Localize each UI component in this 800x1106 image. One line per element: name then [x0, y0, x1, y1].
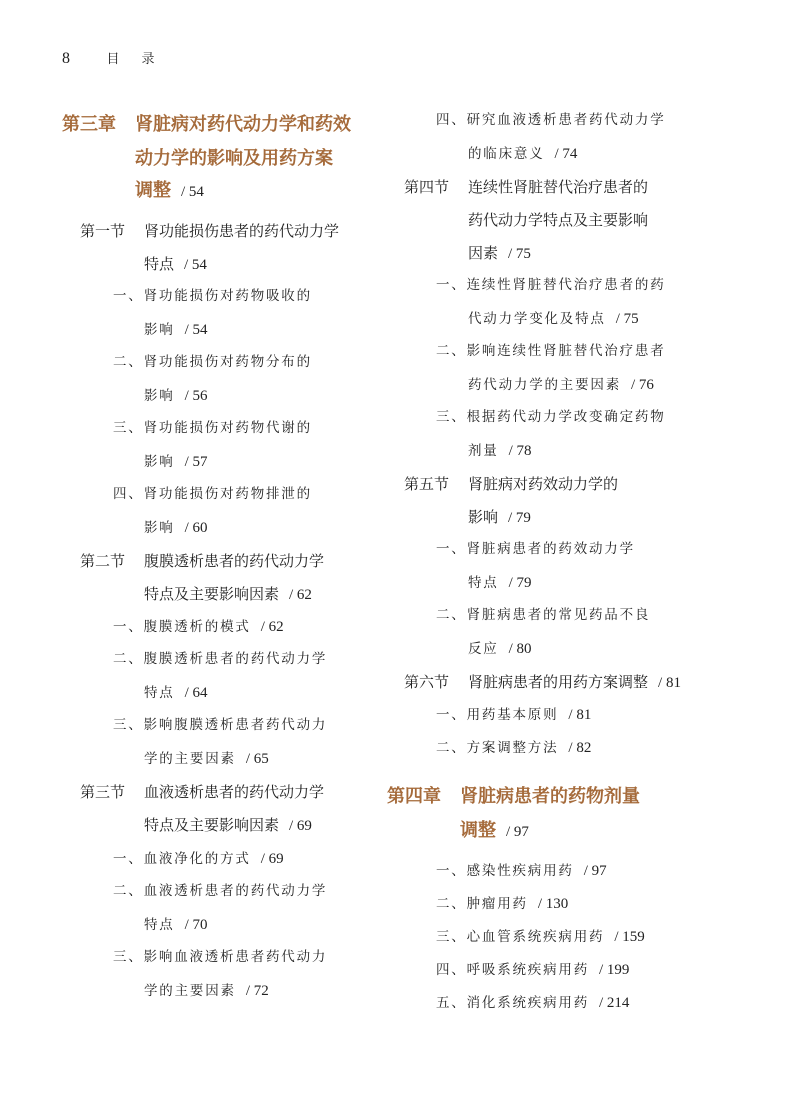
- page-reference: / 79: [508, 510, 531, 526]
- entry-text: 五、消化系统疾病用药: [436, 995, 589, 1011]
- entry-text: 肾脏病对药效动力学的: [468, 475, 619, 493]
- toc-item: [113, 951, 327, 965]
- toc-item-continued: [468, 642, 532, 657]
- page-reference: / 82: [568, 740, 592, 756]
- chapter-heading-continued: [460, 822, 529, 840]
- toc-item: [436, 411, 666, 425]
- chapter-number: 第四章: [387, 786, 441, 807]
- toc-item: [436, 609, 650, 623]
- page-reference: / 199: [599, 962, 630, 978]
- section-heading: [80, 785, 324, 800]
- page-reference: / 54: [184, 322, 208, 338]
- page-reference: / 69: [289, 818, 312, 834]
- section-heading-continued: [468, 246, 531, 262]
- entry-text: 二、腹膜透析患者的药代动力学: [113, 651, 328, 667]
- entry-text: 特点: [144, 685, 175, 701]
- entry-text: 二、肾脏病患者的常见药品不良: [436, 607, 651, 623]
- entry-text: 一、感染性疾病用药: [436, 863, 574, 879]
- entry-text: 三、影响腹膜透析患者药代动力: [113, 717, 328, 733]
- toc-item: [113, 488, 312, 502]
- section-number: 第五节: [404, 475, 450, 493]
- page-reference: / 97: [583, 863, 607, 879]
- chapter-heading: [62, 116, 351, 134]
- entry-text: 调整: [135, 180, 171, 201]
- section-number: 第四节: [404, 178, 450, 196]
- toc-item: [436, 864, 607, 879]
- section-heading-continued: [144, 818, 312, 834]
- entry-text: 一、连续性肾脏替代治疗患者的药: [436, 277, 666, 293]
- entry-text: 影响: [144, 388, 175, 404]
- entry-text: 三、心血管系统疾病用药: [436, 929, 605, 945]
- entry-text: 肾脏病对药代动力学和药效: [135, 114, 351, 135]
- section-heading-continued: [468, 510, 531, 526]
- toc-item: [113, 422, 312, 436]
- section-number: 第二节: [80, 552, 126, 570]
- entry-text: 因素: [468, 244, 499, 262]
- page-reference: / 75: [508, 246, 531, 262]
- page-reference: / 81: [658, 675, 681, 691]
- toc-item-continued: [144, 521, 208, 536]
- entry-text: 肾功能损伤患者的药代动力学: [144, 222, 340, 240]
- entry-text: 三、影响血液透析患者药代动力: [113, 949, 328, 965]
- entry-text: 一、肾功能损伤对药物吸收的: [113, 288, 312, 304]
- toc-item: [113, 620, 284, 635]
- entry-text: 二、肿瘤用药: [436, 896, 528, 912]
- toc-item: [436, 996, 629, 1011]
- entry-text: 二、方案调整方法: [436, 740, 559, 756]
- page-reference: / 159: [614, 929, 645, 945]
- page-reference: / 56: [184, 388, 208, 404]
- entry-text: 特点: [468, 575, 499, 591]
- section-number: 第一节: [80, 222, 126, 240]
- chapter-heading: [387, 788, 640, 806]
- page-reference: / 54: [181, 184, 204, 200]
- toc-item: [113, 852, 284, 867]
- entry-text: 三、根据药代动力学改变确定药物: [436, 409, 666, 425]
- page-reference: / 76: [631, 377, 654, 393]
- section-number: 第六节: [404, 673, 450, 691]
- section-title: 目录: [106, 52, 177, 67]
- entry-text: 影响: [144, 322, 175, 338]
- entry-text: 三、肾功能损伤对药物代谢的: [113, 420, 312, 436]
- entry-text: 剂量: [468, 443, 499, 459]
- entry-text: 调整: [460, 820, 496, 841]
- page-reference: / 97: [506, 824, 529, 840]
- running-header: [62, 48, 176, 68]
- toc-item-continued: [144, 984, 269, 999]
- entry-text: 动力学的影响及用药方案: [135, 148, 333, 169]
- page-reference: / 130: [537, 896, 569, 912]
- entry-text: 反应: [468, 641, 499, 657]
- entry-text: 特点: [144, 255, 175, 273]
- page-reference: / 69: [260, 851, 284, 867]
- page-reference: / 65: [245, 751, 269, 767]
- entry-text: 血液透析患者的药代动力学: [144, 783, 325, 801]
- entry-text: 一、用药基本原则: [436, 707, 559, 723]
- section-heading: [80, 224, 339, 239]
- page-reference: / 62: [260, 619, 284, 635]
- toc-item-continued: [468, 147, 577, 162]
- toc-item: [436, 279, 666, 293]
- entry-text: 四、肾功能损伤对药物排泄的: [113, 486, 312, 502]
- toc-item-continued: [144, 389, 208, 404]
- chapter-heading-continued: [135, 182, 204, 200]
- toc-item-continued: [144, 686, 208, 701]
- page-reference: / 214: [599, 995, 630, 1011]
- toc-item: [113, 653, 327, 667]
- toc-item: [436, 897, 568, 912]
- page-reference: / 78: [508, 443, 532, 459]
- entry-text: 二、影响连续性肾脏替代治疗患者: [436, 343, 666, 359]
- entry-text: 一、肾脏病患者的药效动力学: [436, 541, 635, 557]
- page-reference: / 80: [508, 641, 532, 657]
- entry-text: 一、腹膜透析的模式: [113, 619, 251, 635]
- toc-item-continued: [144, 918, 208, 933]
- toc-item: [113, 290, 312, 304]
- toc-item: [436, 930, 645, 945]
- toc-item: [113, 885, 327, 899]
- toc-item-continued: [144, 323, 208, 338]
- section-heading: [404, 675, 681, 691]
- entry-text: 四、研究血液透析患者药代动力学: [436, 112, 666, 128]
- toc-item: [436, 114, 666, 128]
- page-reference: / 70: [184, 917, 208, 933]
- toc-item: [113, 719, 327, 733]
- entry-text: 腹膜透析患者的药代动力学: [144, 552, 325, 570]
- entry-text: 四、呼吸系统疾病用药: [436, 962, 589, 978]
- page-reference: / 57: [184, 454, 208, 470]
- entry-text: 代动力学变化及特点: [468, 311, 606, 327]
- page-reference: / 75: [615, 311, 639, 327]
- toc-item-continued: [468, 576, 532, 591]
- toc-item-continued: [468, 312, 639, 327]
- entry-text: 特点及主要影响因素: [144, 816, 280, 834]
- toc-item-continued: [144, 752, 269, 767]
- toc-item: [436, 741, 591, 756]
- page-reference: / 60: [184, 520, 208, 536]
- entry-text: 特点: [144, 917, 175, 933]
- page-reference: / 79: [508, 575, 532, 591]
- chapter-number: 第三章: [62, 114, 116, 135]
- toc-item: [113, 356, 312, 370]
- entry-text: 特点及主要影响因素: [144, 585, 280, 603]
- chapter-heading-continued: [135, 150, 333, 168]
- section-heading: [80, 554, 324, 569]
- page-reference: / 64: [184, 685, 208, 701]
- entry-text: 学的主要因素: [144, 983, 236, 999]
- section-heading-continued: [144, 257, 207, 273]
- toc-item: [436, 345, 666, 359]
- toc-item: [436, 963, 629, 978]
- entry-text: 影响: [144, 520, 175, 536]
- toc-item: [436, 708, 591, 723]
- toc-item: [436, 543, 635, 557]
- entry-text: 的临床意义: [468, 146, 545, 162]
- entry-text: 药代动力学的主要因素: [468, 377, 621, 393]
- section-heading-continued: [468, 213, 648, 228]
- page-reference: / 54: [184, 257, 207, 273]
- section-number: 第三节: [80, 783, 126, 801]
- entry-text: 药代动力学特点及主要影响: [468, 211, 649, 229]
- page-number: 8: [62, 50, 70, 67]
- toc-item-continued: [468, 444, 532, 459]
- page-reference: / 74: [554, 146, 578, 162]
- page-reference: / 81: [568, 707, 592, 723]
- section-heading: [404, 477, 618, 492]
- entry-text: 二、肾功能损伤对药物分布的: [113, 354, 312, 370]
- page-reference: / 72: [245, 983, 269, 999]
- toc-item-continued: [468, 378, 654, 393]
- entry-text: 肾脏病患者的用药方案调整: [468, 673, 649, 691]
- page-reference: / 62: [289, 587, 312, 603]
- toc-item-continued: [144, 455, 208, 470]
- entry-text: 学的主要因素: [144, 751, 236, 767]
- entry-text: 连续性肾脏替代治疗患者的: [468, 178, 649, 196]
- entry-text: 影响: [468, 508, 499, 526]
- section-heading: [404, 180, 648, 195]
- entry-text: 肾脏病患者的药物剂量: [460, 786, 640, 807]
- entry-text: 影响: [144, 454, 175, 470]
- entry-text: 一、血液净化的方式: [113, 851, 251, 867]
- entry-text: 二、血液透析患者的药代动力学: [113, 883, 328, 899]
- section-heading-continued: [144, 587, 312, 603]
